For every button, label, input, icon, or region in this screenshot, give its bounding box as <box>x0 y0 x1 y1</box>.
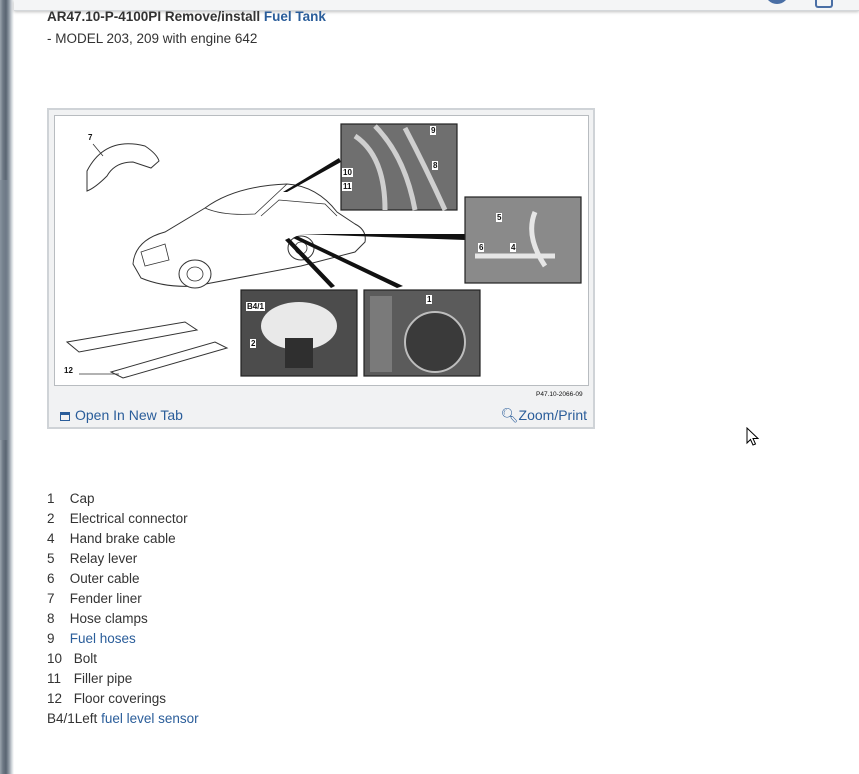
callout-label: 8 <box>433 161 438 170</box>
callout-label: 11 <box>343 182 352 191</box>
document-title-text: Remove/install <box>164 9 261 24</box>
callout-label: 5 <box>497 213 502 222</box>
left-window-edge <box>0 0 14 774</box>
legend-item <box>47 569 199 589</box>
legend-item <box>47 629 199 649</box>
legend-num: 2 <box>47 511 55 526</box>
open-in-new-tab-link[interactable] <box>60 407 183 423</box>
callout-label: 7 <box>88 133 93 142</box>
document-title <box>47 9 326 24</box>
legend-item <box>47 529 199 549</box>
open-in-new-tab-label: Open In New Tab <box>75 407 183 423</box>
legend-text: Fender liner <box>69 591 142 606</box>
legend-item <box>47 689 199 709</box>
legend-num: 6 <box>47 571 55 586</box>
legend-item <box>47 669 199 689</box>
legend-item <box>47 709 199 729</box>
callout-label: 1 <box>427 295 432 304</box>
legend-num: 5 <box>47 551 55 566</box>
model-line: - MODEL 203, 209 with engine 642 <box>47 31 258 46</box>
window-icon[interactable] <box>815 0 833 8</box>
figure-id: P47.10-2066-09 <box>536 391 583 398</box>
legend-num: B4/1 <box>47 711 75 726</box>
legend-text: Hand brake cable <box>69 531 176 546</box>
fuel-level-sensor-link[interactable]: fuel level sensor <box>101 711 199 726</box>
illustration-svg <box>55 116 590 387</box>
callout-label: 12 <box>64 366 73 375</box>
callout-label: 6 <box>479 243 484 252</box>
legend-text: Left <box>74 711 98 726</box>
legend-text: Filler pipe <box>73 671 133 686</box>
callout-label: 2 <box>251 339 256 348</box>
legend-num: 7 <box>47 591 55 606</box>
legend-text: Bolt <box>73 651 98 666</box>
callout-label: 10 <box>343 168 352 177</box>
zoom-print-link[interactable] <box>501 407 587 424</box>
fuel-tank-link[interactable]: Fuel Tank <box>263 9 326 24</box>
legend-num: 9 <box>47 631 55 646</box>
legend-item <box>47 609 199 629</box>
legend-num: 4 <box>47 531 55 546</box>
left-edge-shade <box>0 180 8 440</box>
document-code: AR47.10-P-4100PI <box>47 9 162 24</box>
legend-text: Floor coverings <box>73 691 167 706</box>
legend-text: Electrical connector <box>69 511 188 526</box>
callout-label: 9 <box>431 126 436 135</box>
legend-num: 11 <box>47 671 62 686</box>
user-avatar-icon[interactable] <box>765 0 789 4</box>
fuel-tank-illustration[interactable] <box>54 115 589 386</box>
fuel-hoses-link[interactable]: Fuel hoses <box>69 631 136 646</box>
legend-text: Relay lever <box>69 551 138 566</box>
callout-label: B4/1 <box>247 302 264 311</box>
legend-list <box>47 489 199 729</box>
zoom-icon: 🔍︎ <box>500 407 519 423</box>
legend-item <box>47 589 199 609</box>
legend-item <box>47 509 199 529</box>
legend-text: Hose clamps <box>69 611 148 626</box>
legend-num: 1 <box>47 491 55 506</box>
legend-item <box>47 549 199 569</box>
legend-num: 10 <box>47 651 63 666</box>
legend-text: Outer cable <box>69 571 140 586</box>
figure-card <box>47 108 595 429</box>
open-in-new-tab-icon <box>60 412 70 421</box>
legend-num: 8 <box>47 611 55 626</box>
legend-text: Cap <box>69 491 95 506</box>
callout-label: 4 <box>511 243 516 252</box>
zoom-print-label: Zoom/Print <box>518 407 587 423</box>
legend-num: 12 <box>47 691 63 706</box>
legend-item <box>47 649 199 669</box>
mouse-cursor-icon <box>746 427 760 447</box>
legend-item <box>47 489 199 509</box>
